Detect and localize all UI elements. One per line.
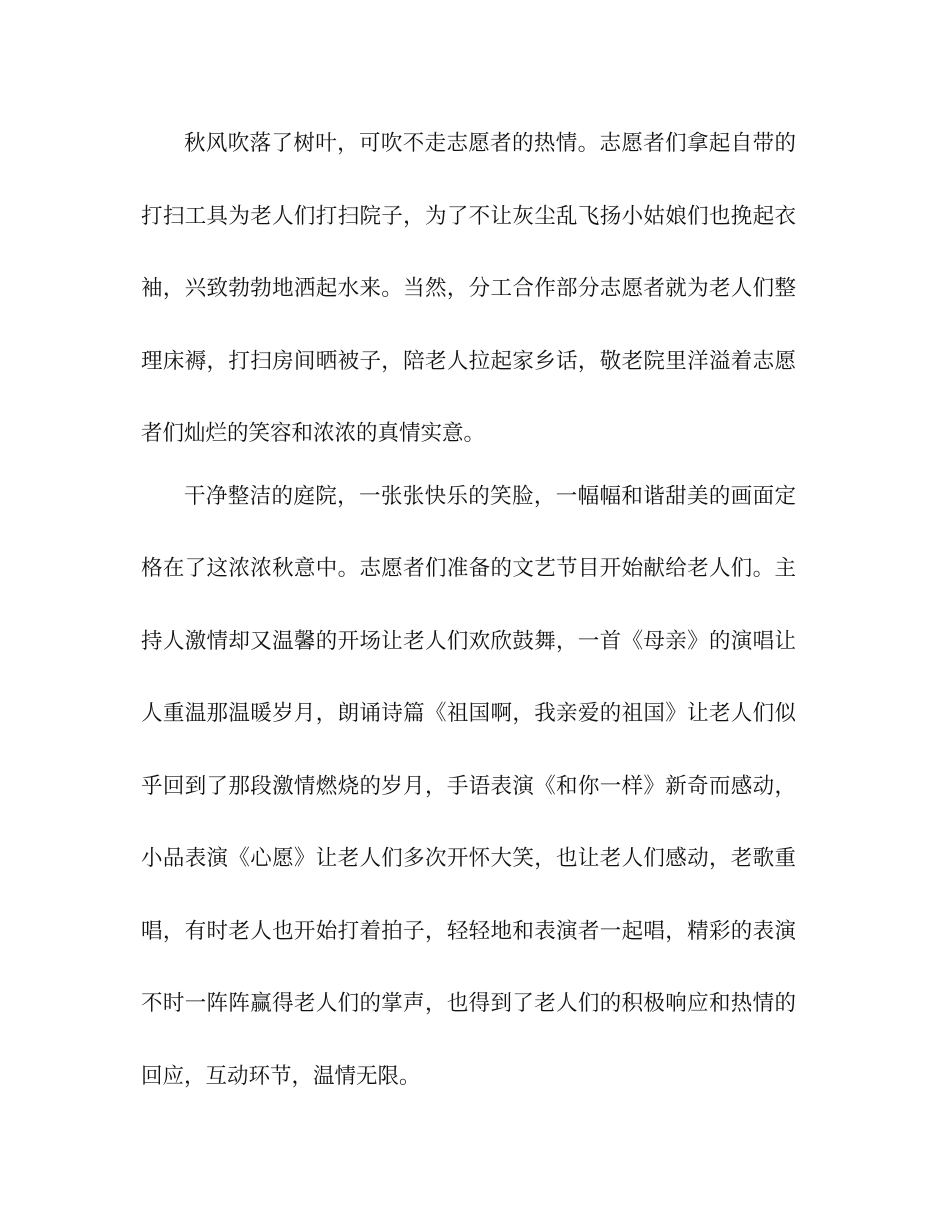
- text-line: 人重温那温暖岁月，朗诵诗篇《祖国啊，我亲爱的祖国》让老人们似: [141, 701, 796, 726]
- text-line: 小品表演《心愿》让老人们多次开怀大笑，也让老人们感动，老歌重: [141, 846, 796, 871]
- text-line: 格在了这浓浓秋意中。志愿者们准备的文艺节目开始献给老人们。主: [141, 556, 796, 581]
- text-line: 乎回到了那段激情燃烧的岁月，手语表演《和你一样》新奇而感动，: [141, 774, 796, 799]
- text-line: 打扫工具为老人们打扫院子，为了不让灰尘乱飞扬小姑娘们也挽起衣: [141, 204, 796, 229]
- text-line: 干净整洁的庭院，一张张快乐的笑脸，一幅幅和谐甜美的画面定: [184, 484, 796, 509]
- text-line: 者们灿烂的笑容和浓浓的真情实意。: [141, 421, 486, 446]
- text-line: 秋风吹落了树叶，可吹不走志愿者的热情。志愿者们拿起自带的: [184, 131, 796, 156]
- text-line: 不时一阵阵赢得老人们的掌声，也得到了老人们的积极响应和热情的: [141, 991, 796, 1016]
- text-line: 袖，兴致勃勃地洒起水来。当然，分工合作部分志愿者就为老人们整: [141, 276, 796, 301]
- text-line: 唱，有时老人也开始打着拍子，轻轻地和表演者一起唱，精彩的表演: [141, 919, 796, 944]
- text-line: 回应，互动环节，温情无限。: [141, 1064, 421, 1089]
- text-line: 持人激情却又温馨的开场让老人们欢欣鼓舞，一首《母亲》的演唱让: [141, 629, 796, 654]
- text-line: 理床褥，打扫房间晒被子，陪老人拉起家乡话，敬老院里洋溢着志愿: [141, 349, 796, 374]
